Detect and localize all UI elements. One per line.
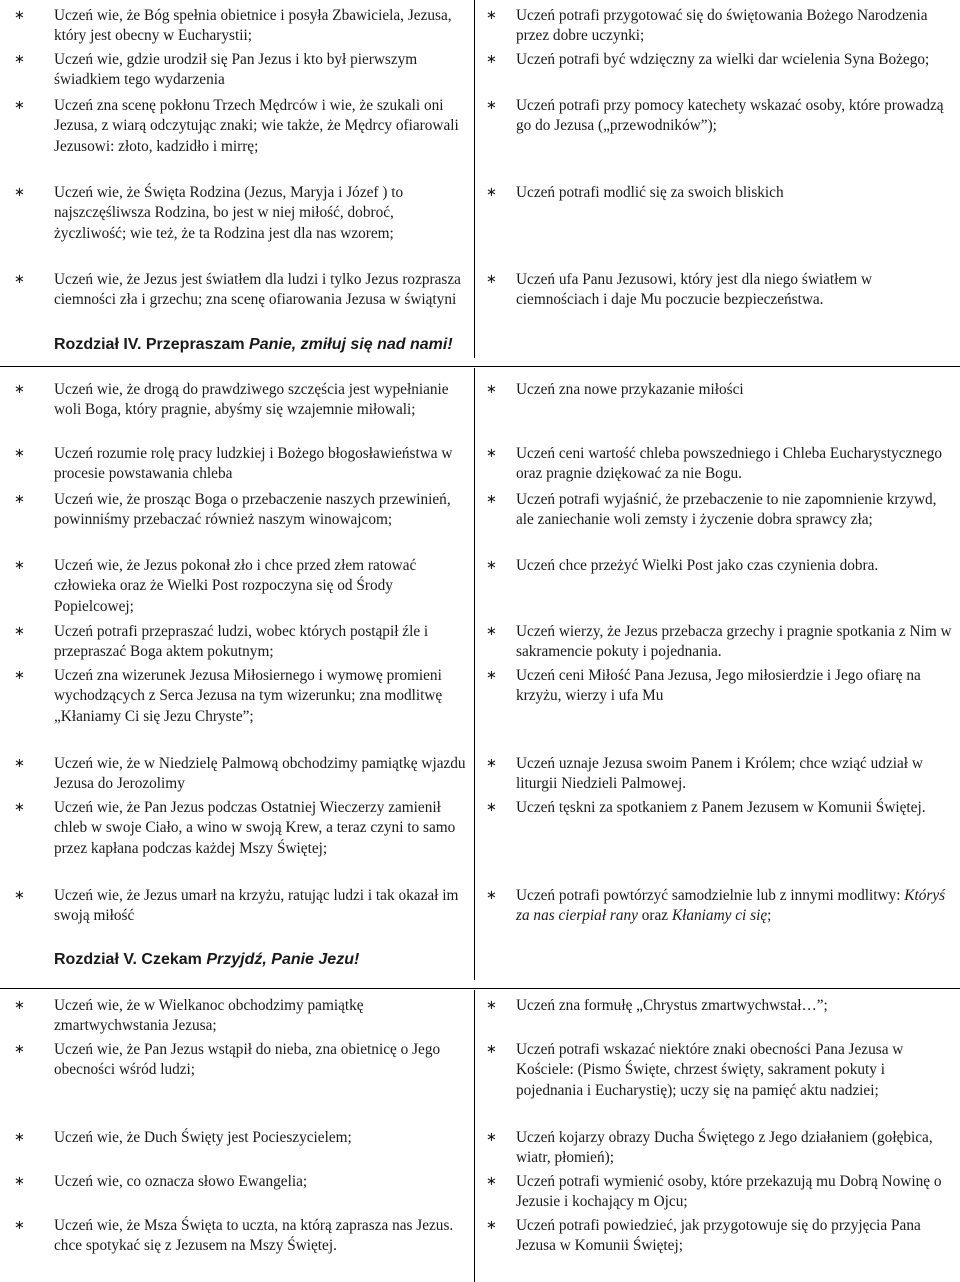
bullet-icon: ∗ [14,52,25,67]
bullet-icon: ∗ [14,756,25,771]
bullet-icon: ∗ [486,1174,497,1189]
list-item: ∗ Uczeń wie, że Jezus pokonał zło i chce przed złem ratować człowieka oraz że Wielki Post rozpoczyna się od Środy Popielcowej; [14,557,417,615]
list-item: ∗ Uczeń wie, że Jezus jest światłem dla ludzi i tylko Jezus rozprasza ciemności zła i grzechu; zna scenę ofiarowania Jezusa w świątyni [14,271,461,309]
bullet-icon: ∗ [14,624,25,639]
bullet-icon: ∗ [14,888,25,903]
list-item: ∗ Uczeń potrafi wymienić osoby, które przekazują mu Dobrą Nowinę o Jezusie i kochający m Ojcu; [486,1173,942,1211]
list-item: ∗ Uczeń ceni Miłość Pana Jezusa, Jego miłosierdzie i Jego ofiarę na krzyżu, wierzy i ufa Mu [486,667,921,705]
bullet-icon: ∗ [486,272,497,287]
list-item: ∗ Uczeń chce przeżyć Wielki Post jako czas czynienia dobra. [478,556,958,576]
bullet-icon: ∗ [486,98,497,113]
bullet-icon: ∗ [486,888,497,903]
bullet-icon: ∗ [486,1042,497,1057]
list-item: ∗ Uczeń wie, że Jezus umarł na krzyżu, ratując ludzi i tak okazał im swoją miłość [14,887,459,925]
list-item: ∗ Uczeń wie, że Pan Jezus podczas Ostatniej Wieczerzy zamienił chleb w swoje Ciało, a wino w swoją Krew, a teraz czyni to samo przez kapłana podczas każdej Mszy Świętej; [14,799,456,857]
objectives-table-2 [0,368,960,980]
list-item: ∗ Uczeń potrafi powiedzieć, jak przygotowuje się do przyjęcia Pana Jezusa w Komunii Świętej; [486,1217,921,1255]
list-item: ∗ Uczeń wie, że w Niedzielę Palmową obchodzimy pamiątkę wjazdu Jezusa do Jerozolimy [14,755,466,793]
list-item: ∗ Uczeń wie, że drogą do prawdziwego szczęścia jest wypełnianie woli Boga, który pragnie, abyśmy się wzajemnie miłowali; [14,381,449,419]
list-item: ∗ Uczeń wierzy, że Jezus przebacza grzechy i pragnie spotkania z Nim w sakramencie pokuty i pojednania. [486,623,952,661]
bullet-icon: ∗ [486,558,497,573]
bullet-icon: ∗ [486,1218,497,1233]
bullet-icon: ∗ [14,382,25,397]
list-item: ∗ Uczeń wie, co oznacza słowo Ewangelia; [0,1172,472,1192]
list-item: ∗ Uczeń ufa Panu Jezusowi, który jest dla niego światłem w ciemnościach i daje Mu poczucie bezpieczeństwa. [486,271,872,309]
bullet-icon: ∗ [486,52,497,67]
list-item: ∗ Uczeń potrafi przy pomocy katechety wskazać osoby, które prowadzą go do Jezusa („przewodników”); [486,97,944,135]
list-item: ∗ Uczeń rozumie rolę pracy ludzkiej i Bożego błogosławieństwa w procesie powstawania chleba [14,445,453,483]
bullet-icon: ∗ [14,1174,25,1189]
list-item: ∗ Uczeń potrafi powtórzyć samodzielnie lub z innymi modlitwy: Któryś za nas cierpiał rany oraz Kłaniamy ci się; [486,887,946,925]
bullet-icon: ∗ [14,272,25,287]
list-item: ∗ Uczeń potrafi wskazać niektóre znaki obecności Pana Jezusa w Kościele: (Pismo Święte, chrzest święty, sakrament pokuty i pojednania i Eucharystię); uczy się na pamięć aktu nadziei; [486,1041,904,1099]
column-divider [474,0,475,358]
list-item: ∗ Uczeń wie, że Duch Święty jest Pocieszycielem; [0,1128,472,1148]
list-item: ∗ Uczeń zna nowe przykazanie miłości [478,380,958,400]
bullet-icon: ∗ [486,800,497,815]
list-item: ∗ Uczeń wie, że Święta Rodzina (Jezus, Maryja i Józef ) to najszczęśliwsza Rodzina, bo jest w niej miłość, dobroć, życzliwość; wie też, że ta Rodzina jest dla nas wzorem; [14,184,404,242]
bullet-icon: ∗ [14,558,25,573]
list-item: ∗ Uczeń potrafi modlić się za swoich bliskich [478,183,958,203]
bullet-icon: ∗ [14,8,25,23]
list-item: ∗ Uczeń zna formułę „Chrystus zmartwychwstał…”; [478,996,958,1016]
objectives-table-3 [0,990,960,1282]
bullet-icon: ∗ [486,8,497,23]
list-item: ∗ Uczeń wie, że Bóg spełnia obietnice i posyła Zbawiciela, Jezusa, który jest obecny w Eucharystii; [14,7,452,45]
list-item: ∗ Uczeń potrafi wyjaśnić, że przebaczenie to nie zapomnienie krzywd, ale zaniechanie woli zemsty i życzenie dobra sprawcy zła; [486,491,937,529]
bullet-icon: ∗ [14,668,25,683]
bullet-icon: ∗ [14,1130,25,1145]
bullet-icon: ∗ [14,1218,25,1233]
column-divider [474,990,475,1282]
chapter-heading: Rozdział IV. Przepraszam Panie, zmiłuj się nad nami! [54,336,453,353]
bullet-icon: ∗ [14,446,25,461]
list-item: ∗ Uczeń wie, że prosząc Boga o przebaczenie naszych przewinień, powinniśmy przebaczać również naszym winowajcom; [14,491,451,529]
list-item: ∗ Uczeń zna wizerunek Jezusa Miłosiernego i wymowę promieni wychodzących z Serca Jezusa na tym wizerunku; zna modlitwę „Kłaniamy Ci się Jezu Chryste”; [14,667,443,725]
bullet-icon: ∗ [486,382,497,397]
bullet-icon: ∗ [486,756,497,771]
list-item: ∗ Uczeń ceni wartość chleba powszedniego i Chleba Eucharystycznego oraz pragnie dziękować za nie Bogu. [486,445,943,483]
list-item: ∗ Uczeń potrafi przepraszać ludzi, wobec których postąpił źle i przepraszać Boga aktem pokutnym; [14,623,429,661]
table-top-border [0,988,960,989]
bullet-icon: ∗ [14,98,25,113]
list-item: ∗ Uczeń uznaje Jezusa swoim Panem i Królem; chce wziąć udział w liturgii Niedzieli Palmowej. [486,755,923,793]
list-item: ∗ Uczeń tęskni za spotkaniem z Panem Jezusem w Komunii Świętej. [478,798,958,818]
list-item: ∗ Uczeń zna scenę pokłonu Trzech Mędrców i wie, że szukali oni Jezusa, z wiarą odczytując znaki; wie także, że Mędrcy ofiarowali Jezusowi: złoto, kadzidło i mirrę; [14,97,459,155]
list-item: ∗ Uczeń potrafi być wdzięczny za wielki dar wcielenia Syna Bożego; [478,50,958,70]
bullet-icon: ∗ [14,800,25,815]
list-item: ∗ Uczeń wie, że w Wielkanoc obchodzimy pamiątkę zmartwychwstania Jezusa; [14,997,364,1035]
column-divider [474,368,475,980]
list-item: ∗ Uczeń wie, że Msza Święta to uczta, na którą zaprasza nas Jezus. chce spotykać się z Jezusem na Mszy Świętej. [14,1217,454,1255]
bullet-icon: ∗ [486,185,497,200]
bullet-icon: ∗ [486,998,497,1013]
bullet-icon: ∗ [14,998,25,1013]
chapter-heading: Rozdział V. Czekam Przyjdź, Panie Jezu! [54,951,360,968]
objectives-table-1 [0,0,960,364]
list-item: ∗ Uczeń wie, że Pan Jezus wstąpił do nieba, zna obietnicę o Jego obecności wśród ludzi; [14,1041,441,1079]
bullet-icon: ∗ [486,492,497,507]
list-item: ∗ Uczeń wie, gdzie urodził się Pan Jezus i kto był pierwszym świadkiem tego wydarzenia [14,51,418,89]
list-item: ∗ Uczeń kojarzy obrazy Ducha Świętego z Jego działaniem (gołębica, wiatr, płomień); [486,1129,933,1167]
bullet-icon: ∗ [486,446,497,461]
table-top-border [0,366,960,367]
bullet-icon: ∗ [486,624,497,639]
list-item: ∗ Uczeń potrafi przygotować się do świętowania Bożego Narodzenia przez dobre uczynki; [486,7,928,45]
bullet-icon: ∗ [14,1042,25,1057]
bullet-icon: ∗ [14,492,25,507]
bullet-icon: ∗ [14,185,25,200]
bullet-icon: ∗ [486,1130,497,1145]
bullet-icon: ∗ [486,668,497,683]
